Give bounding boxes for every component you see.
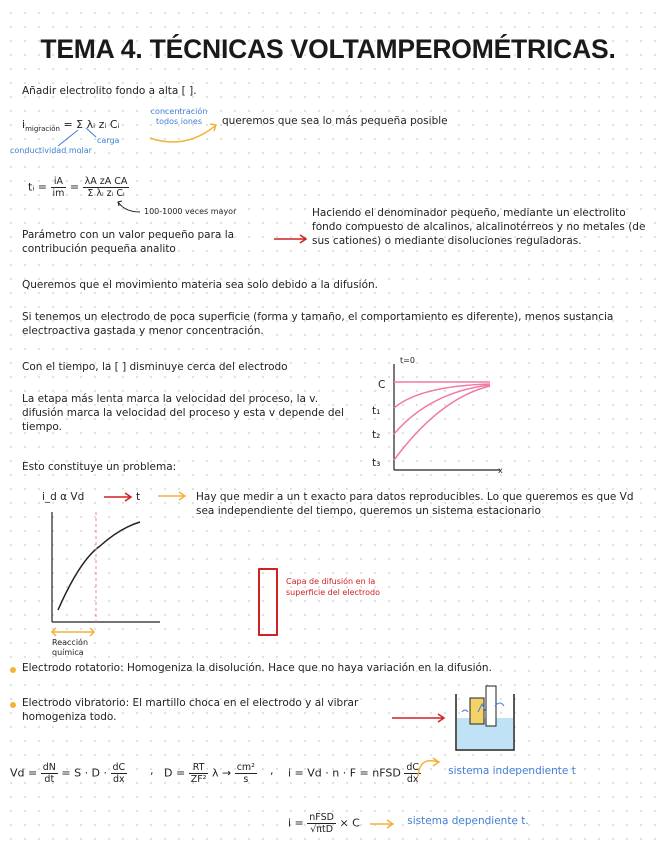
migration-arrow-note: queremos que sea lo más pequeña posible — [222, 115, 448, 127]
graph1-c: C — [378, 379, 386, 391]
parametro-note: Parámetro con un valor pequeño para la contribución pequeña analito — [22, 229, 235, 255]
graph1-t2: t₂ — [372, 429, 381, 441]
id-label: i_d α Vd — [42, 491, 85, 503]
denominador-note: Haciendo el denominador pequeño, mediante un electrolito fondo compuesto de alcalinos, alcalinotérreos y no metales (de sus cationes) o mediante disoluciones reguladoras. — [312, 207, 646, 247]
graph1-t1: t₁ — [372, 405, 381, 417]
rotatorio-note: Electrodo rotatorio: Homogeniza la disolución. Hace que no haya variación en la difusión. — [22, 662, 492, 674]
d-equation: D = $\frac{RT}{\text{ZF²}}$ λ → $\frac{\text{cm²}}{s}$ — [164, 762, 255, 785]
graph1-t0: t=0 — [400, 356, 415, 365]
corriente-equation: i = Vd · n · F = nFSD $\frac{dC}{dx}$ — [288, 762, 419, 785]
migration-rhs: = Σ λᵢ zᵢ Cᵢ — [63, 118, 120, 131]
vibratorio-note: Electrodo vibratorio: El martillo choca en el electrodo y al vibrar homogeniza todo. — [22, 697, 359, 723]
graph1-t3: t₃ — [372, 457, 381, 469]
tiempo-note: Con el tiempo, la [ ] disminuye cerca del electrodo — [22, 361, 288, 373]
t-label: t — [136, 491, 141, 503]
vd-equation: Vd = $\frac{dN}{dt}$ = S · D · $\frac{dC}{dx}$ — [10, 762, 126, 785]
note-carga: carga — [97, 136, 120, 145]
migration-sub: migración — [25, 125, 60, 134]
page-title: TEMA 4. TÉCNICAS VOLTAMPEROMÉTRICAS. — [40, 34, 616, 64]
difusion-line: Queremos que el movimiento materia sea solo debido a la difusión. — [22, 279, 378, 291]
reaccion-note: Reacción química — [52, 638, 89, 657]
note-concentracion: concentración todos iones — [150, 107, 208, 126]
dep-note: sistema dependiente t. — [407, 815, 529, 827]
etapa-note: La etapa más lenta marca la velocidad del proceso, la v. difusión marca la velocidad del proceso y esta v depende del tiempo. — [22, 393, 344, 433]
mayor-note: 100-1000 veces mayor — [144, 207, 237, 216]
problema-note: Esto constituye un problema: — [22, 461, 177, 473]
separator-2: , — [270, 764, 274, 777]
graph1-x: x — [498, 466, 503, 475]
final-equation: i = $\frac{\text{nFSD}}{\text{√πtD}}$ × C — [288, 812, 360, 835]
note-conductividad: conductividad molar — [10, 146, 92, 155]
capa-note: Capa de difusión en la superficie del electrodo — [286, 577, 380, 597]
superficie-note: Si tenemos un electrodo de poca superficie (forma y tamaño, el comportamiento es diferente), menos sustancia electroactiva gastada y menor concentración. — [22, 311, 614, 337]
medir-note: Hay que medir a un t exacto para datos reproducibles. Lo que queremos es que Vd sea independiente del tiempo, queremos un sistema estacionario — [196, 491, 634, 517]
transference-equation: tᵢ = $\frac{iA}{im}$ = $\frac{\text{λA zA CA}}{\text{Σ λᵢ zᵢ Cᵢ}}$ — [28, 176, 128, 199]
separator-1: , — [150, 764, 154, 777]
migration-lhs: i — [22, 118, 26, 131]
intro-line: Añadir electrolito fondo a alta [ ]. — [22, 85, 197, 97]
indep-note: sistema independiente t — [448, 765, 576, 777]
